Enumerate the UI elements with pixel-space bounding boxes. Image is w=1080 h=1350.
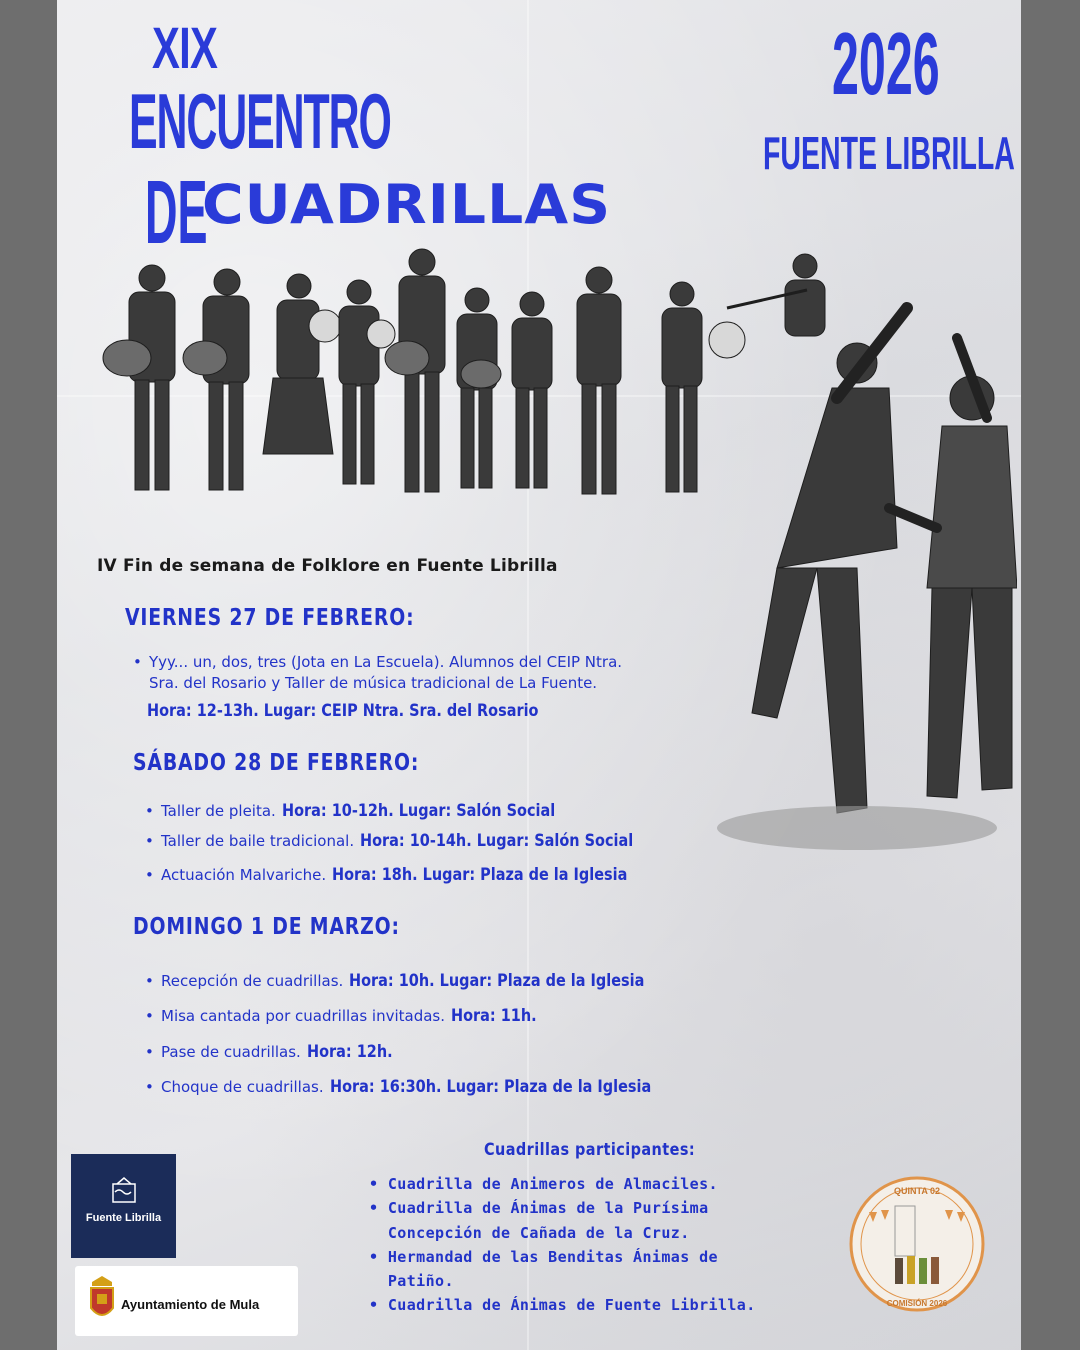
musician-figure [263, 274, 341, 454]
bullet-icon: • [145, 1043, 154, 1061]
day-heading-domingo: DOMINGO 1 DE MARZO: [133, 914, 400, 940]
musician-figure [183, 269, 249, 490]
title-de: DE [145, 163, 208, 263]
poster [57, 0, 1021, 1350]
dancing-couple [717, 308, 1017, 850]
title-encuentro: ENCUENTRO [129, 77, 391, 165]
musician-figure [512, 292, 552, 488]
town-crest-icon [71, 1154, 176, 1209]
participant-line: • Cuadrilla de Animeros de Almaciles. [369, 1175, 718, 1193]
schedule-item: • Yyy... un, dos, tres (Jota en La Escuela). Alumnos del CEIP Ntra. [133, 653, 623, 671]
musician-figure [727, 254, 825, 336]
day-heading-sabado: SÁBADO 28 DE FEBRERO: [133, 750, 420, 776]
seal-top-text: QUINTA 02 [893, 1186, 941, 1196]
coat-of-arms-icon [87, 1274, 117, 1328]
musician-figure [457, 288, 501, 488]
edition-number: XIX [152, 16, 218, 81]
participant-line: • Cuadrilla de Ánimas de la Purísima [369, 1199, 709, 1217]
musician-figure [103, 265, 175, 490]
bullet-icon: • [145, 802, 154, 820]
bullet-icon: • [145, 1078, 154, 1096]
bullet-icon: • [145, 972, 154, 990]
title-cuadrillas: CUADRILLAS [202, 173, 612, 236]
event-subtitle: IV Fin de semana de Folklore en Fuente Librilla [97, 556, 558, 576]
schedule-item: • Actuación Malvariche. Hora: 18h. Lugar: Plaza de la Iglesia [145, 865, 628, 885]
participant-line: Concepción de Cañada de la Cruz. [369, 1224, 690, 1242]
event-year: 2026 [832, 14, 940, 113]
participant-line: Patiño. [369, 1272, 454, 1290]
musician-figure [385, 249, 445, 492]
bullet-icon: • [145, 832, 154, 850]
comision-seal [847, 1172, 987, 1322]
schedule-item: • Recepción de cuadrillas. Hora: 10h. Lugar: Plaza de la Iglesia [145, 971, 645, 991]
schedule-time-place: Hora: 12-13h. Lugar: CEIP Ntra. Sra. del Rosario [147, 701, 539, 721]
schedule-item: • Choque de cuadrillas. Hora: 16:30h. Lugar: Plaza de la Iglesia [145, 1077, 651, 1097]
schedule-item: • Taller de baile tradicional. Hora: 10-14h. Lugar: Salón Social [145, 831, 634, 851]
event-place: FUENTE LIBRILLA [763, 127, 1015, 179]
schedule-item: • Taller de pleita. Hora: 10-12h. Lugar: Salón Social [145, 801, 555, 821]
bullet-icon: • [145, 866, 154, 884]
ayuntamiento-mula-text: Ayuntamiento de Mula [121, 1297, 260, 1312]
ayuntamiento-mula-logo [75, 1266, 298, 1336]
participant-line: • Cuadrilla de Ánimas de Fuente Librilla. [369, 1296, 756, 1314]
musician-figure [577, 267, 621, 494]
day-heading-viernes: VIERNES 27 DE FEBRERO: [125, 605, 415, 631]
bullet-icon: • [133, 653, 142, 671]
schedule-item: • Pase de cuadrillas. Hora: 12h. [145, 1042, 393, 1062]
bullet-icon: • [145, 1007, 154, 1025]
musician-figure [662, 282, 745, 492]
fuente-librilla-logo [71, 1154, 176, 1258]
participants-title: Cuadrillas participantes: [484, 1140, 696, 1160]
schedule-item: • Misa cantada por cuadrillas invitadas. Hora: 11h. [145, 1006, 537, 1026]
schedule-item-continued: Sra. del Rosario y Taller de música tradicional de La Fuente. [149, 674, 598, 692]
musician-figure [339, 280, 395, 484]
participant-line: • Hermandad de las Benditas Ánimas de [369, 1248, 718, 1266]
seal-bottom-text: COMISIÓN 2026 [886, 1299, 948, 1308]
fuente-librilla-logo-text: Fuente Librilla [85, 1212, 162, 1224]
